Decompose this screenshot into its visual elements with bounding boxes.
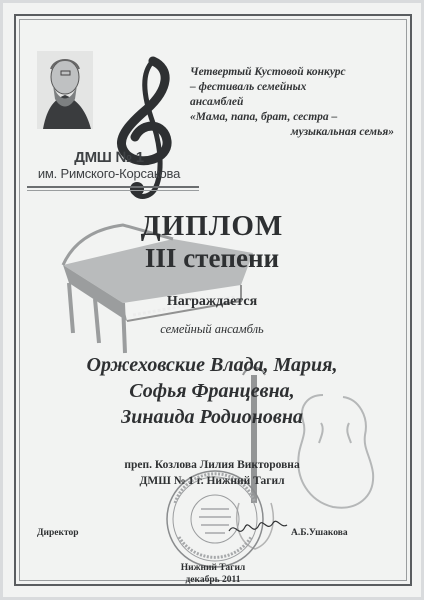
festival-line: – фестиваль семейных [190,81,307,93]
festival-line: ансамблей [190,96,244,108]
school-logo-text [19,149,199,185]
teacher-school: ДМШ № 1 г. Нижний Тагил [139,475,285,487]
recipient-name-line: Оржеховские Влада, Мария, [86,354,338,376]
festival-line: «Мама, папа, брат, сестра – [190,111,338,123]
recipient-name-line: Софья Францевна, [129,380,295,402]
diploma-sheet [3,3,421,597]
teacher-info [43,457,381,489]
composer-portrait [37,51,93,129]
recipient-name-line: Зинаида Родионовна [121,406,303,428]
school-subtitle: им. Римского-Корсакова [37,166,181,181]
director-name: А.Б.Ушакова [291,528,348,538]
festival-description [190,65,400,140]
school-name: ДМШ № 1 [74,149,144,166]
diploma-title: ДИПЛОМ [140,210,284,242]
awarded-label: Награждается [166,294,258,309]
recipient-names [43,352,381,430]
footer-date: декабрь 2011 [185,575,241,585]
footer-city: Нижний Тагил [180,563,246,573]
director-label: Директор [37,528,79,538]
diploma-degree: III степени [144,243,280,273]
teacher-name: преп. Козлова Лилия Викторовна [124,459,300,471]
festival-line: музыкальная семья» [290,126,394,138]
ensemble-label: семейный ансамбль [160,322,264,336]
festival-line: Четвертый Кустовой конкурс [190,66,346,78]
